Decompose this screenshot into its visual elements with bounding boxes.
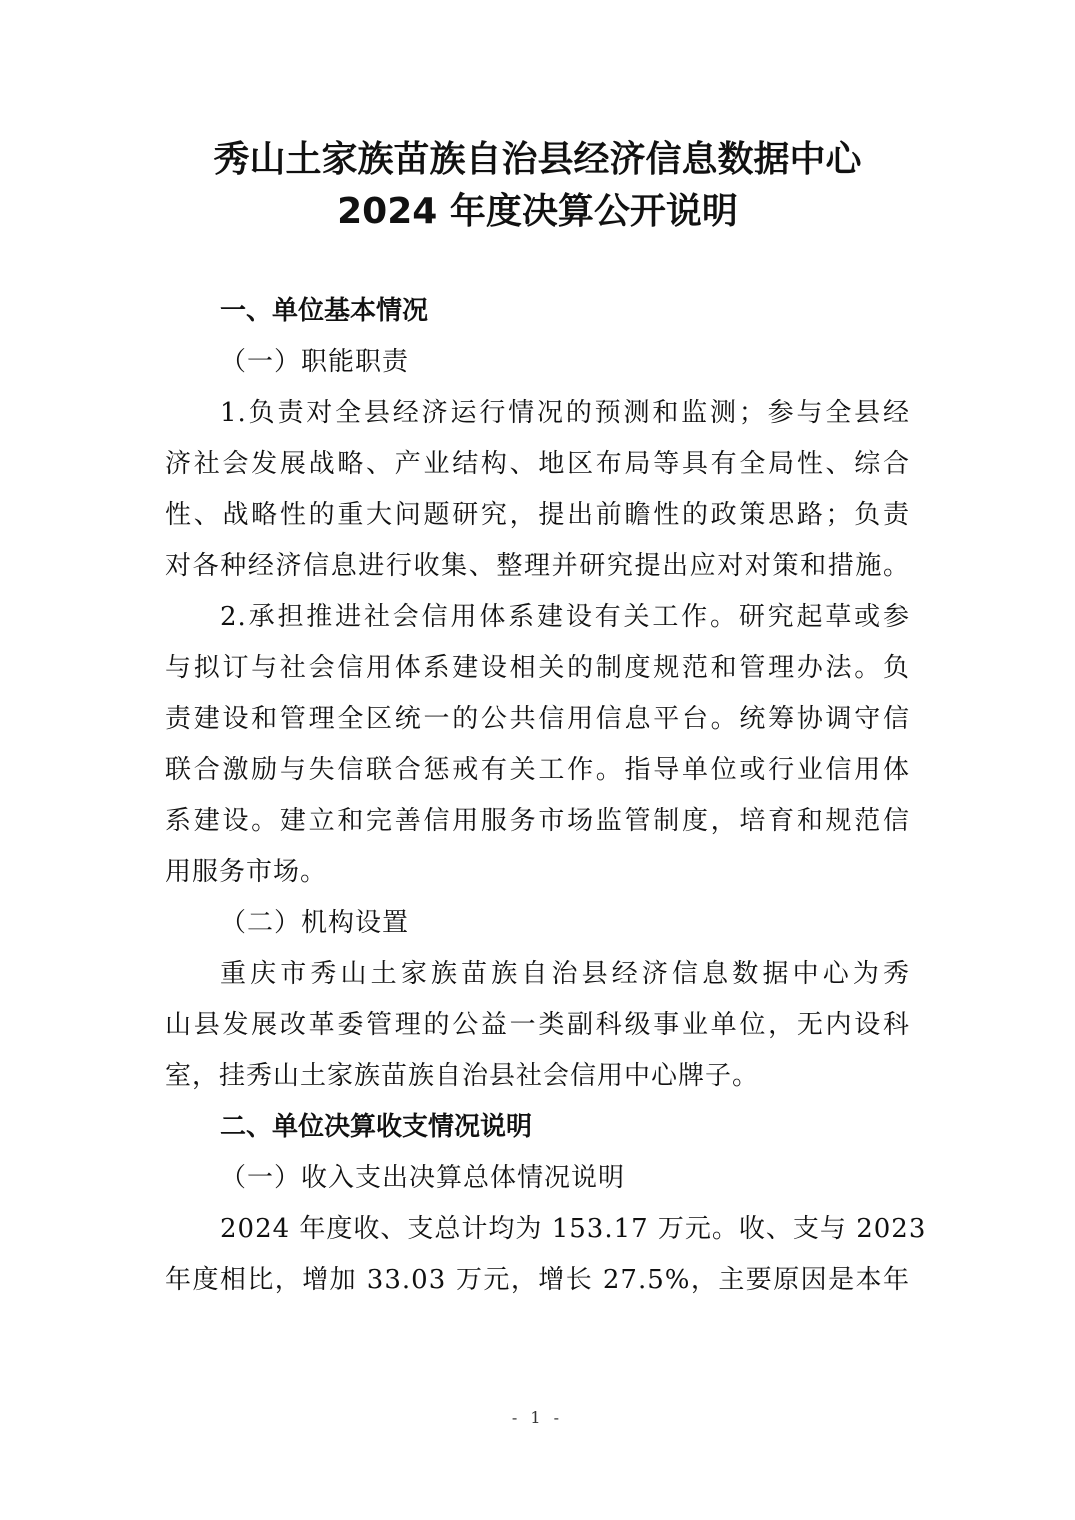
section-1-sub-2-heading: （二）机构设置 <box>220 908 410 938</box>
paragraph-line: 联合激励与失信联合惩戒有关工作。指导单位或行业信用体 <box>165 755 910 785</box>
document-title-line-1: 秀山土家族苗族自治县经济信息数据中心 <box>213 139 862 180</box>
document-title-line-2: 2024 年度决算公开说明 <box>337 191 738 232</box>
paragraph-line: 性、战略性的重大问题研究，提出前瞻性的政策思路；负责 <box>165 500 910 530</box>
paragraph-line: 系建设。建立和完善信用服务市场监管制度，培育和规范信 <box>165 806 910 836</box>
paragraph-line: 2024 年度收、支总计均为 153.17 万元。收、支与 2023 <box>220 1214 927 1244</box>
section-1-heading: 一、单位基本情况 <box>220 296 429 326</box>
section-2-heading: 二、单位决算收支情况说明 <box>220 1112 533 1142</box>
paragraph-line: 年度相比，增加 33.03 万元，增长 27.5%，主要原因是本年 <box>165 1265 910 1295</box>
paragraph-line: 与拟订与社会信用体系建设相关的制度规范和管理办法。负 <box>165 653 910 683</box>
section-1-sub-1-heading: （一）职能职责 <box>220 347 410 377</box>
paragraph-line: 山县发展改革委管理的公益一类副科级事业单位，无内设科 <box>165 1010 910 1040</box>
paragraph-line: 济社会发展战略、产业结构、地区布局等具有全局性、综合 <box>165 449 910 479</box>
paragraph-line: 重庆市秀山土家族苗族自治县经济信息数据中心为秀 <box>220 959 910 989</box>
paragraph-line: 对各种经济信息进行收集、整理并研究提出应对对策和措施。 <box>165 551 910 581</box>
section-2-sub-1-heading: （一）收入支出决算总体情况说明 <box>220 1163 626 1193</box>
paragraph-line: 用服务市场。 <box>165 857 328 887</box>
page-number: - 1 - <box>511 1408 564 1427</box>
paragraph-line: 室，挂秀山土家族苗族自治县社会信用中心牌子。 <box>165 1061 760 1091</box>
paragraph-line: 1.负责对全县经济运行情况的预测和监测；参与全县经 <box>220 398 910 428</box>
paragraph-line: 2.承担推进社会信用体系建设有关工作。研究起草或参 <box>220 602 910 632</box>
paragraph-line: 责建设和管理全区统一的公共信用信息平台。统筹协调守信 <box>165 704 910 734</box>
